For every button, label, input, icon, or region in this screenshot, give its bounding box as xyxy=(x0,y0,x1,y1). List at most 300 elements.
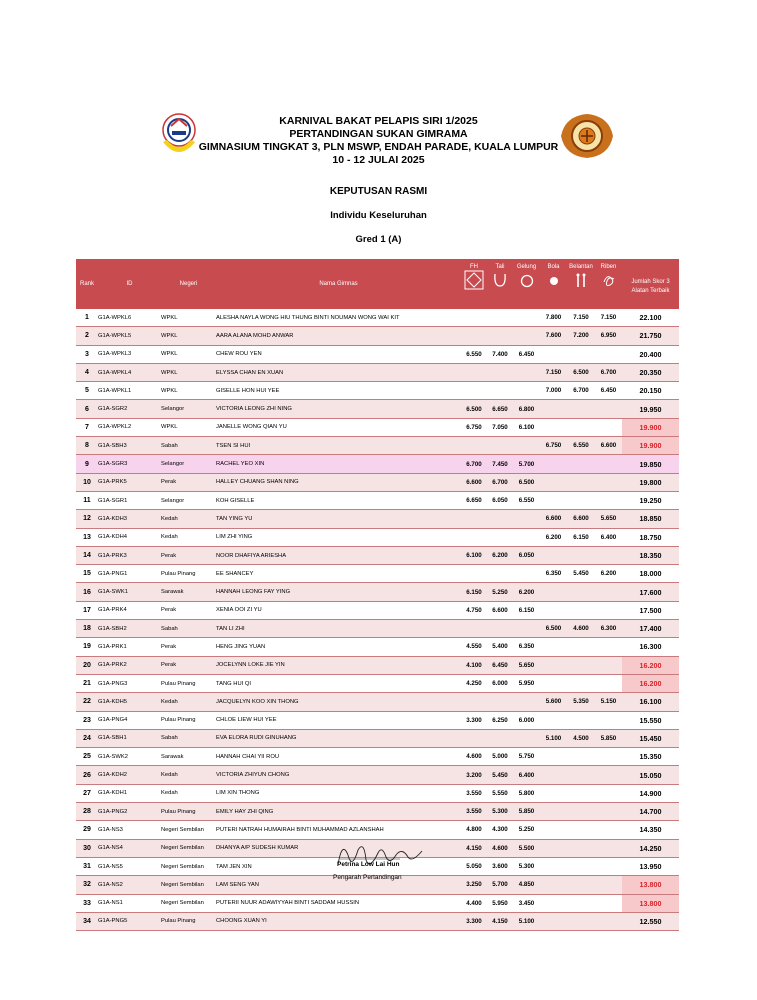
rope-score: 4.300 xyxy=(487,821,513,839)
name-cell: NOOR DHAFIYA ARIESHA xyxy=(216,546,461,564)
id-cell: G1A-PNG2 xyxy=(98,803,161,821)
ribbon-score xyxy=(595,473,622,491)
table-row xyxy=(76,674,679,692)
ribbon-score xyxy=(595,803,622,821)
fh-score xyxy=(461,382,487,400)
state-cell: WPKL xyxy=(161,382,216,400)
rope-score: 5.700 xyxy=(487,876,513,894)
table-row xyxy=(76,473,679,491)
rank-cell: 11 xyxy=(76,491,98,509)
table-row xyxy=(76,894,679,912)
rope-score: 5.250 xyxy=(487,583,513,601)
ribbon-score: 5.850 xyxy=(595,729,622,747)
rope-score: 4.150 xyxy=(487,912,513,930)
name-cell: ELYSSA CHAN EN XUAN xyxy=(216,363,461,381)
fh-score: 4.800 xyxy=(461,821,487,839)
ribbon-score: 6.300 xyxy=(595,620,622,638)
name-cell: EMILY HAY ZHI QING xyxy=(216,803,461,821)
ball-score: 6.750 xyxy=(540,437,567,455)
fh-score: 6.700 xyxy=(461,455,487,473)
hoop-score: 5.250 xyxy=(513,821,540,839)
rank-cell: 30 xyxy=(76,839,98,857)
hoop-score: 5.500 xyxy=(513,839,540,857)
clubs-score xyxy=(567,803,595,821)
ribbon-score xyxy=(595,839,622,857)
hoop-score: 6.200 xyxy=(513,583,540,601)
rank-cell: 24 xyxy=(76,729,98,747)
rank-cell: 4 xyxy=(76,363,98,381)
clubs-score xyxy=(567,345,595,363)
total-score: 14.350 xyxy=(622,821,679,839)
ribbon-score xyxy=(595,345,622,363)
fh-score: 6.550 xyxy=(461,345,487,363)
signatory-name: Petrina Low Lai Hun xyxy=(337,861,400,868)
col-rope xyxy=(487,259,513,309)
freehand-icon xyxy=(464,270,484,290)
clubs-score xyxy=(567,583,595,601)
id-cell: G1A-SGR1 xyxy=(98,491,161,509)
ribbon-score xyxy=(595,601,622,619)
clubs-score xyxy=(567,876,595,894)
clubs-score xyxy=(567,473,595,491)
state-cell: Kedah xyxy=(161,766,216,784)
hoop-score: 3.450 xyxy=(513,894,540,912)
state-cell: Negeri Sembilan xyxy=(161,876,216,894)
fh-score xyxy=(461,510,487,528)
hoop-score: 6.450 xyxy=(513,345,540,363)
hoop-icon xyxy=(519,270,535,290)
state-cell: Kedah xyxy=(161,510,216,528)
ball-icon xyxy=(546,270,562,290)
col-hoop xyxy=(513,259,540,309)
fh-score xyxy=(461,528,487,546)
rope-score xyxy=(487,729,513,747)
rank-cell: 15 xyxy=(76,565,98,583)
table-row xyxy=(76,455,679,473)
id-cell: G1A-PRK4 xyxy=(98,601,161,619)
rank-cell: 26 xyxy=(76,766,98,784)
name-cell: RACHEL YEO XIN xyxy=(216,455,461,473)
rope-score: 5.300 xyxy=(487,803,513,821)
clubs-score: 7.150 xyxy=(567,309,595,327)
name-cell: EVA ELORA RUDI GINUHANG xyxy=(216,729,461,747)
rope-score: 6.650 xyxy=(487,400,513,418)
table-row xyxy=(76,638,679,656)
total-score: 17.400 xyxy=(622,620,679,638)
ball-score: 7.800 xyxy=(540,309,567,327)
fh-score xyxy=(461,363,487,381)
rank-cell: 32 xyxy=(76,876,98,894)
id-cell: G1A-WPKL2 xyxy=(98,418,161,436)
col-ribbon xyxy=(595,259,622,309)
state-cell: Negeri Sembilan xyxy=(161,839,216,857)
state-cell: WPKL xyxy=(161,418,216,436)
ribbon-score xyxy=(595,418,622,436)
id-cell: G1A-NS2 xyxy=(98,876,161,894)
hoop-score: 6.500 xyxy=(513,473,540,491)
state-cell: Pulau Pinang xyxy=(161,711,216,729)
clubs-score: 6.550 xyxy=(567,437,595,455)
rope-icon xyxy=(492,270,508,290)
clubs-score xyxy=(567,491,595,509)
table-row xyxy=(76,418,679,436)
ball-score xyxy=(540,784,567,802)
clubs-score xyxy=(567,857,595,875)
col-id: ID xyxy=(98,259,161,309)
ribbon-score: 6.450 xyxy=(595,382,622,400)
total-score: 21.750 xyxy=(622,327,679,345)
clubs-score xyxy=(567,784,595,802)
fh-score xyxy=(461,565,487,583)
rope-score xyxy=(487,327,513,345)
fh-score xyxy=(461,437,487,455)
ball-score: 6.500 xyxy=(540,620,567,638)
ball-score xyxy=(540,674,567,692)
total-score: 15.450 xyxy=(622,729,679,747)
clubs-score xyxy=(567,894,595,912)
total-score: 12.550 xyxy=(622,912,679,930)
state-cell: Selangor xyxy=(161,491,216,509)
ball-score: 6.200 xyxy=(540,528,567,546)
name-cell: HANNAH LEONG FAY YING xyxy=(216,583,461,601)
rope-score: 6.700 xyxy=(487,473,513,491)
ribbon-score xyxy=(595,491,622,509)
state-cell: Negeri Sembilan xyxy=(161,821,216,839)
col-clubs-label: Belantan xyxy=(569,264,593,270)
ball-score xyxy=(540,491,567,509)
ball-score: 5.100 xyxy=(540,729,567,747)
event-venue: GIMNASIUM TINGKAT 3, PLN MSWP, ENDAH PARADE, KUALA LUMPUR xyxy=(198,141,559,153)
col-state: Negeri xyxy=(161,259,216,309)
id-cell: G1A-PNG1 xyxy=(98,565,161,583)
table-row xyxy=(76,437,679,455)
ribbon-score xyxy=(595,674,622,692)
rope-score xyxy=(487,363,513,381)
ribbon-score xyxy=(595,656,622,674)
name-cell: XENIA OOI ZI YU xyxy=(216,601,461,619)
rank-cell: 6 xyxy=(76,400,98,418)
total-score: 19.850 xyxy=(622,455,679,473)
name-cell: PUTERI NATRAH HUMAIRAH BINTI MUHAMMAD AZLANSHAH xyxy=(216,821,461,839)
name-cell: HALLEY CHUANG SHAN NING xyxy=(216,473,461,491)
fh-score: 3.200 xyxy=(461,766,487,784)
fh-score: 3.550 xyxy=(461,784,487,802)
category-title: Individu Keseluruhan xyxy=(330,210,427,221)
col-fh-label: FH xyxy=(470,264,478,270)
total-score: 13.800 xyxy=(622,876,679,894)
name-cell: HANNAH CHAI YII ROU xyxy=(216,748,461,766)
hoop-score xyxy=(513,693,540,711)
total-score: 14.700 xyxy=(622,803,679,821)
clubs-score xyxy=(567,418,595,436)
id-cell: G1A-PRK3 xyxy=(98,546,161,564)
table-row xyxy=(76,363,679,381)
id-cell: G1A-NS5 xyxy=(98,857,161,875)
rope-score: 6.050 xyxy=(487,491,513,509)
rope-score: 6.600 xyxy=(487,601,513,619)
rope-score xyxy=(487,309,513,327)
state-cell: Kedah xyxy=(161,784,216,802)
clubs-score xyxy=(567,839,595,857)
name-cell: TANG HUI QI xyxy=(216,674,461,692)
grade-title: Gred 1 (A) xyxy=(355,234,402,245)
total-score: 19.800 xyxy=(622,473,679,491)
hoop-score xyxy=(513,437,540,455)
clubs-score: 6.600 xyxy=(567,510,595,528)
rank-cell: 23 xyxy=(76,711,98,729)
id-cell: G1A-KDH4 xyxy=(98,528,161,546)
clubs-score xyxy=(567,748,595,766)
rank-cell: 27 xyxy=(76,784,98,802)
ball-score xyxy=(540,473,567,491)
hoop-score: 5.800 xyxy=(513,784,540,802)
ball-score xyxy=(540,912,567,930)
ball-score xyxy=(540,400,567,418)
id-cell: G1A-NS1 xyxy=(98,894,161,912)
ribbon-icon xyxy=(601,270,617,290)
fh-score: 4.550 xyxy=(461,638,487,656)
state-cell: Negeri Sembilan xyxy=(161,857,216,875)
rank-cell: 10 xyxy=(76,473,98,491)
ball-score: 6.600 xyxy=(540,510,567,528)
ribbon-score xyxy=(595,912,622,930)
total-score: 18.850 xyxy=(622,510,679,528)
name-cell: TSEN SI HUI xyxy=(216,437,461,455)
total-score: 19.900 xyxy=(622,418,679,436)
name-cell: LIM ZHI YING xyxy=(216,528,461,546)
col-ribbon-label: Riben xyxy=(600,264,617,270)
rank-cell: 2 xyxy=(76,327,98,345)
hoop-score xyxy=(513,510,540,528)
table-row xyxy=(76,912,679,930)
rope-score: 5.000 xyxy=(487,748,513,766)
rope-score xyxy=(487,565,513,583)
ribbon-score xyxy=(595,766,622,784)
hoop-score: 5.750 xyxy=(513,748,540,766)
name-cell: DHANYA A/P SUDESH KUMAR xyxy=(216,839,461,857)
ball-score: 7.000 xyxy=(540,382,567,400)
rank-cell: 22 xyxy=(76,693,98,711)
ribbon-score xyxy=(595,894,622,912)
rope-score: 5.400 xyxy=(487,638,513,656)
clubs-score xyxy=(567,711,595,729)
state-cell: Selangor xyxy=(161,455,216,473)
clubs-score: 5.450 xyxy=(567,565,595,583)
rope-score: 6.200 xyxy=(487,546,513,564)
ball-score xyxy=(540,748,567,766)
hoop-score: 6.400 xyxy=(513,766,540,784)
state-cell: WPKL xyxy=(161,327,216,345)
fh-score: 4.600 xyxy=(461,748,487,766)
clubs-score: 7.200 xyxy=(567,327,595,345)
col-ball xyxy=(540,259,567,309)
rank-cell: 20 xyxy=(76,656,98,674)
total-score: 15.050 xyxy=(622,766,679,784)
name-cell: LIM XIN THONG xyxy=(216,784,461,802)
hoop-score xyxy=(513,327,540,345)
clubs-score xyxy=(567,656,595,674)
state-cell: Perak xyxy=(161,601,216,619)
total-score: 13.950 xyxy=(622,857,679,875)
fh-score xyxy=(461,327,487,345)
table-row xyxy=(76,510,679,528)
total-score: 13.800 xyxy=(622,894,679,912)
hoop-score: 5.650 xyxy=(513,656,540,674)
ball-score xyxy=(540,546,567,564)
fh-score: 6.500 xyxy=(461,400,487,418)
total-score: 16.200 xyxy=(622,674,679,692)
id-cell: G1A-KDH1 xyxy=(98,784,161,802)
rank-cell: 18 xyxy=(76,620,98,638)
fh-score xyxy=(461,729,487,747)
ribbon-score xyxy=(595,400,622,418)
state-cell: WPKL xyxy=(161,363,216,381)
id-cell: G1A-PRK2 xyxy=(98,656,161,674)
ball-score xyxy=(540,876,567,894)
signatory-title: Pengarah Pertandingan xyxy=(333,874,402,881)
rank-cell: 17 xyxy=(76,601,98,619)
total-score: 16.200 xyxy=(622,656,679,674)
event-title: KARNIVAL BAKAT PELAPIS SIRI 1/2025 xyxy=(279,115,478,127)
ball-score xyxy=(540,418,567,436)
hoop-score: 5.700 xyxy=(513,455,540,473)
fh-score: 6.150 xyxy=(461,583,487,601)
hoop-score: 5.950 xyxy=(513,674,540,692)
ribbon-score xyxy=(595,583,622,601)
hoop-score: 5.850 xyxy=(513,803,540,821)
result-title: KEPUTUSAN RASMI xyxy=(329,186,428,197)
id-cell: G1A-PNG3 xyxy=(98,674,161,692)
ribbon-score xyxy=(595,857,622,875)
table-row xyxy=(76,382,679,400)
total-score: 18.750 xyxy=(622,528,679,546)
total-score: 15.350 xyxy=(622,748,679,766)
rope-score: 6.250 xyxy=(487,711,513,729)
id-cell: G1A-PRK5 xyxy=(98,473,161,491)
state-cell: Sabah xyxy=(161,437,216,455)
rope-score: 3.600 xyxy=(487,857,513,875)
name-cell: TAN YING YU xyxy=(216,510,461,528)
hoop-score: 6.100 xyxy=(513,418,540,436)
total-score: 17.600 xyxy=(622,583,679,601)
rank-cell: 14 xyxy=(76,546,98,564)
state-cell: Perak xyxy=(161,546,216,564)
clubs-score: 4.500 xyxy=(567,729,595,747)
ribbon-score xyxy=(595,821,622,839)
ribbon-score xyxy=(595,638,622,656)
id-cell: G1A-WPKL6 xyxy=(98,309,161,327)
ribbon-score xyxy=(595,748,622,766)
name-cell: TAN LI ZHI xyxy=(216,620,461,638)
name-cell: JACQUELYN KOO XIN THONG xyxy=(216,693,461,711)
rank-cell: 12 xyxy=(76,510,98,528)
hoop-score xyxy=(513,729,540,747)
total-score: 19.250 xyxy=(622,491,679,509)
ball-score xyxy=(540,601,567,619)
total-score: 19.950 xyxy=(622,400,679,418)
id-cell: G1A-WPKL1 xyxy=(98,382,161,400)
ball-score xyxy=(540,803,567,821)
col-rank: Rank xyxy=(76,259,98,309)
rope-score xyxy=(487,510,513,528)
rope-score xyxy=(487,528,513,546)
table-row xyxy=(76,400,679,418)
name-cell: JANELLE WONG QIAN YU xyxy=(216,418,461,436)
ribbon-score xyxy=(595,455,622,473)
ribbon-score xyxy=(595,546,622,564)
rank-cell: 16 xyxy=(76,583,98,601)
hoop-score: 4.850 xyxy=(513,876,540,894)
table-row xyxy=(76,565,679,583)
name-cell: GISELLE HON HUI YEE xyxy=(216,382,461,400)
table-row xyxy=(76,693,679,711)
ball-score xyxy=(540,821,567,839)
fh-score: 6.600 xyxy=(461,473,487,491)
ribbon-score: 5.650 xyxy=(595,510,622,528)
total-score: 22.100 xyxy=(622,309,679,327)
hoop-score xyxy=(513,565,540,583)
fh-score: 4.750 xyxy=(461,601,487,619)
id-cell: G1A-KDH2 xyxy=(98,766,161,784)
table-row xyxy=(76,711,679,729)
fh-score xyxy=(461,620,487,638)
clubs-score xyxy=(567,400,595,418)
id-cell: G1A-PNG4 xyxy=(98,711,161,729)
event-dates: 10 - 12 JULAI 2025 xyxy=(332,154,425,166)
id-cell: G1A-PRK1 xyxy=(98,638,161,656)
state-cell: Perak xyxy=(161,638,216,656)
event-subtitle: PERTANDINGAN SUKAN GIMRAMA xyxy=(289,128,468,140)
id-cell: G1A-NS3 xyxy=(98,821,161,839)
col-rope-label: Tali xyxy=(495,264,505,270)
col-total-label: Jumlah Skor 3 Alatan Terbaik xyxy=(631,279,670,294)
state-cell: Negeri Sembilan xyxy=(161,894,216,912)
state-cell: Pulau Pinang xyxy=(161,803,216,821)
rank-cell: 7 xyxy=(76,418,98,436)
total-score: 20.350 xyxy=(622,363,679,381)
rope-score xyxy=(487,382,513,400)
ribbon-score xyxy=(595,711,622,729)
table-row xyxy=(76,729,679,747)
fh-score: 5.050 xyxy=(461,857,487,875)
clubs-score: 5.350 xyxy=(567,693,595,711)
results-table xyxy=(76,259,679,931)
table-row xyxy=(76,546,679,564)
id-cell: G1A-SGR3 xyxy=(98,455,161,473)
rope-score: 5.550 xyxy=(487,784,513,802)
ball-score xyxy=(540,766,567,784)
total-score: 19.900 xyxy=(622,437,679,455)
state-cell: Pulau Pinang xyxy=(161,674,216,692)
id-cell: G1A-SWK2 xyxy=(98,748,161,766)
hoop-score xyxy=(513,620,540,638)
table-header-row xyxy=(76,259,679,309)
ribbon-score xyxy=(595,784,622,802)
clubs-score xyxy=(567,766,595,784)
name-cell: EE SHANCEY xyxy=(216,565,461,583)
id-cell: G1A-WPKL4 xyxy=(98,363,161,381)
table-row xyxy=(76,656,679,674)
clubs-score xyxy=(567,455,595,473)
hoop-score: 6.800 xyxy=(513,400,540,418)
fh-score xyxy=(461,693,487,711)
state-cell: Sarawak xyxy=(161,748,216,766)
id-cell: G1A-WPKL3 xyxy=(98,345,161,363)
rope-score: 6.450 xyxy=(487,656,513,674)
clubs-score xyxy=(567,912,595,930)
name-cell: CHEW ROU YEN xyxy=(216,345,461,363)
rank-cell: 33 xyxy=(76,894,98,912)
